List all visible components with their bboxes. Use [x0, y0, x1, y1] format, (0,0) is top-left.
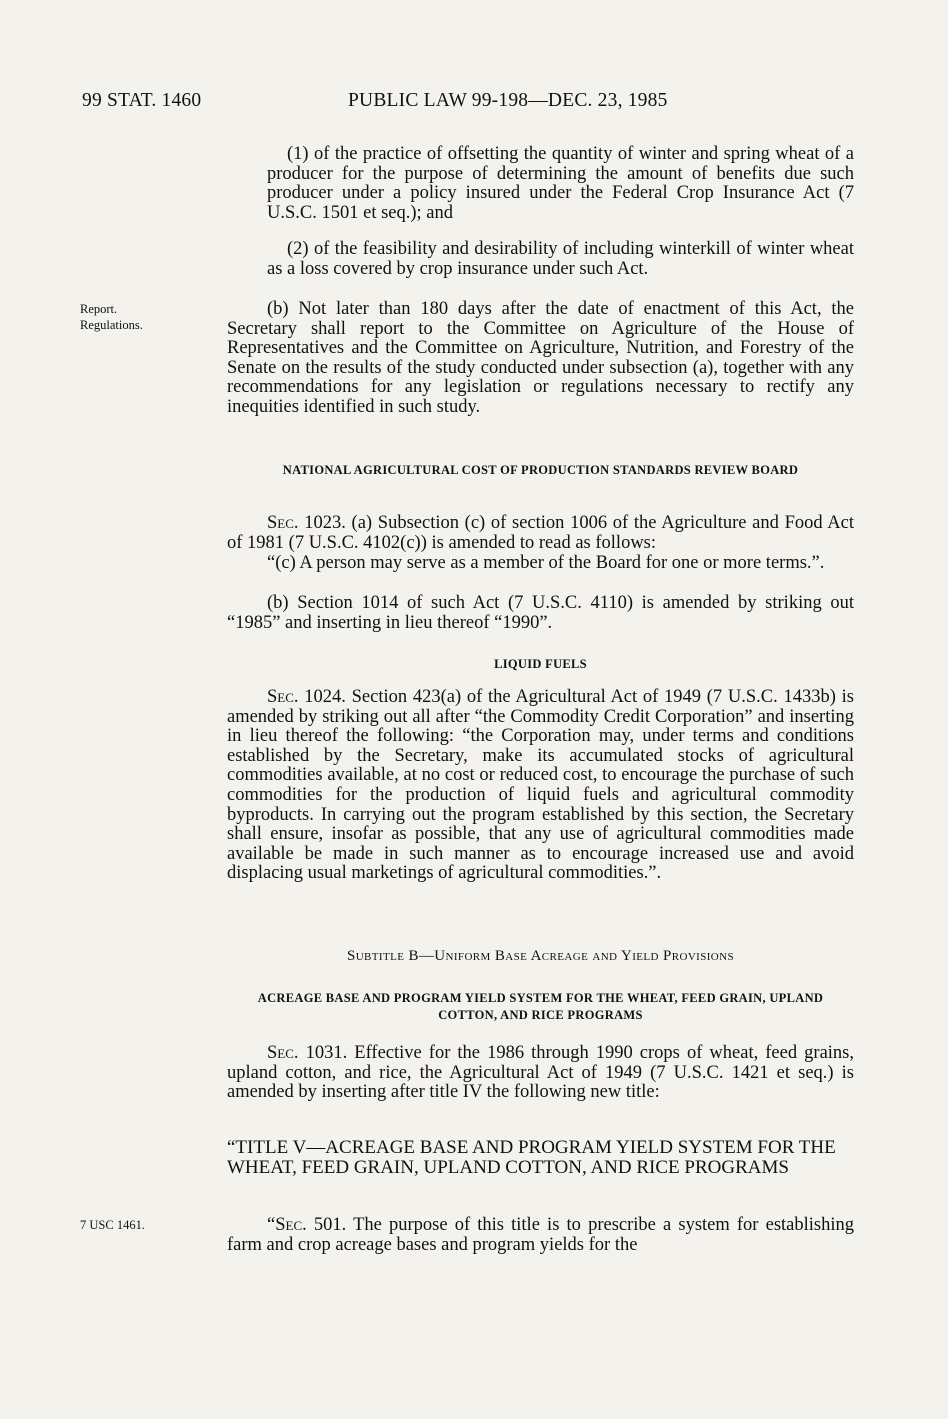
clause-2: (2) of the feasibility and desirability of including winterkill of winter wheat as a loss covered by crop insurance under such Act.: [267, 239, 854, 279]
section-1023-a: [227, 514, 854, 553]
section-label: Sec.: [267, 687, 299, 707]
margin-note-usc: 7 USC 1461.: [80, 1218, 145, 1232]
section-label: “Sec.: [267, 1215, 307, 1235]
clause-1: (1) of the practice of offsetting the quantity of winter and spring wheat of a producer for the purpose of determining the amount of benefits due such producer under a policy insured under the Federal Crop Insurance Act (7 U.S.C. 1501 et seq.); and: [267, 144, 854, 223]
law-title: PUBLIC LAW 99-198—DEC. 23, 1985: [348, 90, 668, 111]
section-1024: [227, 688, 854, 884]
section-text: 1024. Section 423(a) of the Agricultural Act of 1949 (7 U.S.C. 1433b) is amended by striking out all after “the Commodity Credit Corporation” and inserting in lieu thereof the following: “the Corporation may, under terms and conditions established by the Secretary, make its accumulated stocks of agricultural commodities available, at no cost or reduced cost, to encourage the purchase of such commodities for the production of liquid fuels and agricultural commodity byproducts. In carrying out the program established by this section, the Secretary shall ensure, insofar as possible, that any use of agricultural commodities made available be made in such manner as to encourage increased use and avoid displacing usual marketings of agricultural commodities.”.: [227, 687, 854, 884]
section-text: 1023. (a) Subsection (c) of section 1006 of the Agriculture and Food Act of 1981 (7 U.S.C. 4102(c)) is amended to read as follows:: [227, 513, 854, 553]
section-heading-1024: LIQUID FUELS: [494, 657, 587, 671]
subsection-b: (b) Not later than 180 days after the date of enactment of this Act, the Secretary shall report to the Committee on Agriculture of the House of Representatives and the Committee on Agriculture, Nutrition, and Forestry of the Senate on the results of the study conducted under subsection (a), together with any recommendations for any legislation or regulations necessary to rectify any inequities identified in such study.: [227, 299, 854, 417]
page-number: 99 STAT. 1460: [82, 90, 202, 111]
section-501: [227, 1216, 854, 1255]
section-text: 1031. Effective for the 1986 through 1990 crops of wheat, feed grains, upland cotton, and rice, the Agricultural Act of 1949 (7 U.S.C. 1421 et seq.) is amended by inserting after title IV the following new title:: [227, 1043, 854, 1103]
paragraph-2: [227, 240, 854, 279]
section-1031: [227, 1044, 854, 1103]
paragraph-1: [227, 145, 854, 223]
section-heading-1023: NATIONAL AGRICULTURAL COST OF PRODUCTION STANDARDS REVIEW BOARD: [282, 463, 799, 477]
subtitle-b: Subtitle B—Uniform Base Acreage and Yield Provisions: [346, 948, 735, 964]
margin-note-regulations: Regulations.: [80, 318, 143, 332]
section-label: Sec.: [267, 513, 299, 533]
section-1023-b: (b) Section 1014 of such Act (7 U.S.C. 4110) is amended by striking out “1985” and inserting in lieu thereof “1990”.: [227, 593, 854, 633]
section-heading-1031: ACREAGE BASE AND PROGRAM YIELD SYSTEM FOR THE WHEAT, FEED GRAIN, UPLAND COTTON, AND RICE PROGRAMS: [257, 991, 824, 1022]
section-text: 501. The purpose of this title is to prescribe a system for establishing farm and crop acreage bases and program yields for the: [227, 1215, 854, 1255]
margin-note-report: Report.: [80, 302, 118, 316]
title-v-heading: “TITLE V—ACREAGE BASE AND PROGRAM YIELD SYSTEM FOR THE WHEAT, FEED GRAIN, UPLAND COTTON, AND RICE PROGRAMS: [227, 1137, 836, 1178]
section-label: Sec.: [267, 1043, 299, 1063]
section-1023-quote: “(c) A person may serve as a member of the Board for one or more terms.”.: [267, 553, 825, 573]
